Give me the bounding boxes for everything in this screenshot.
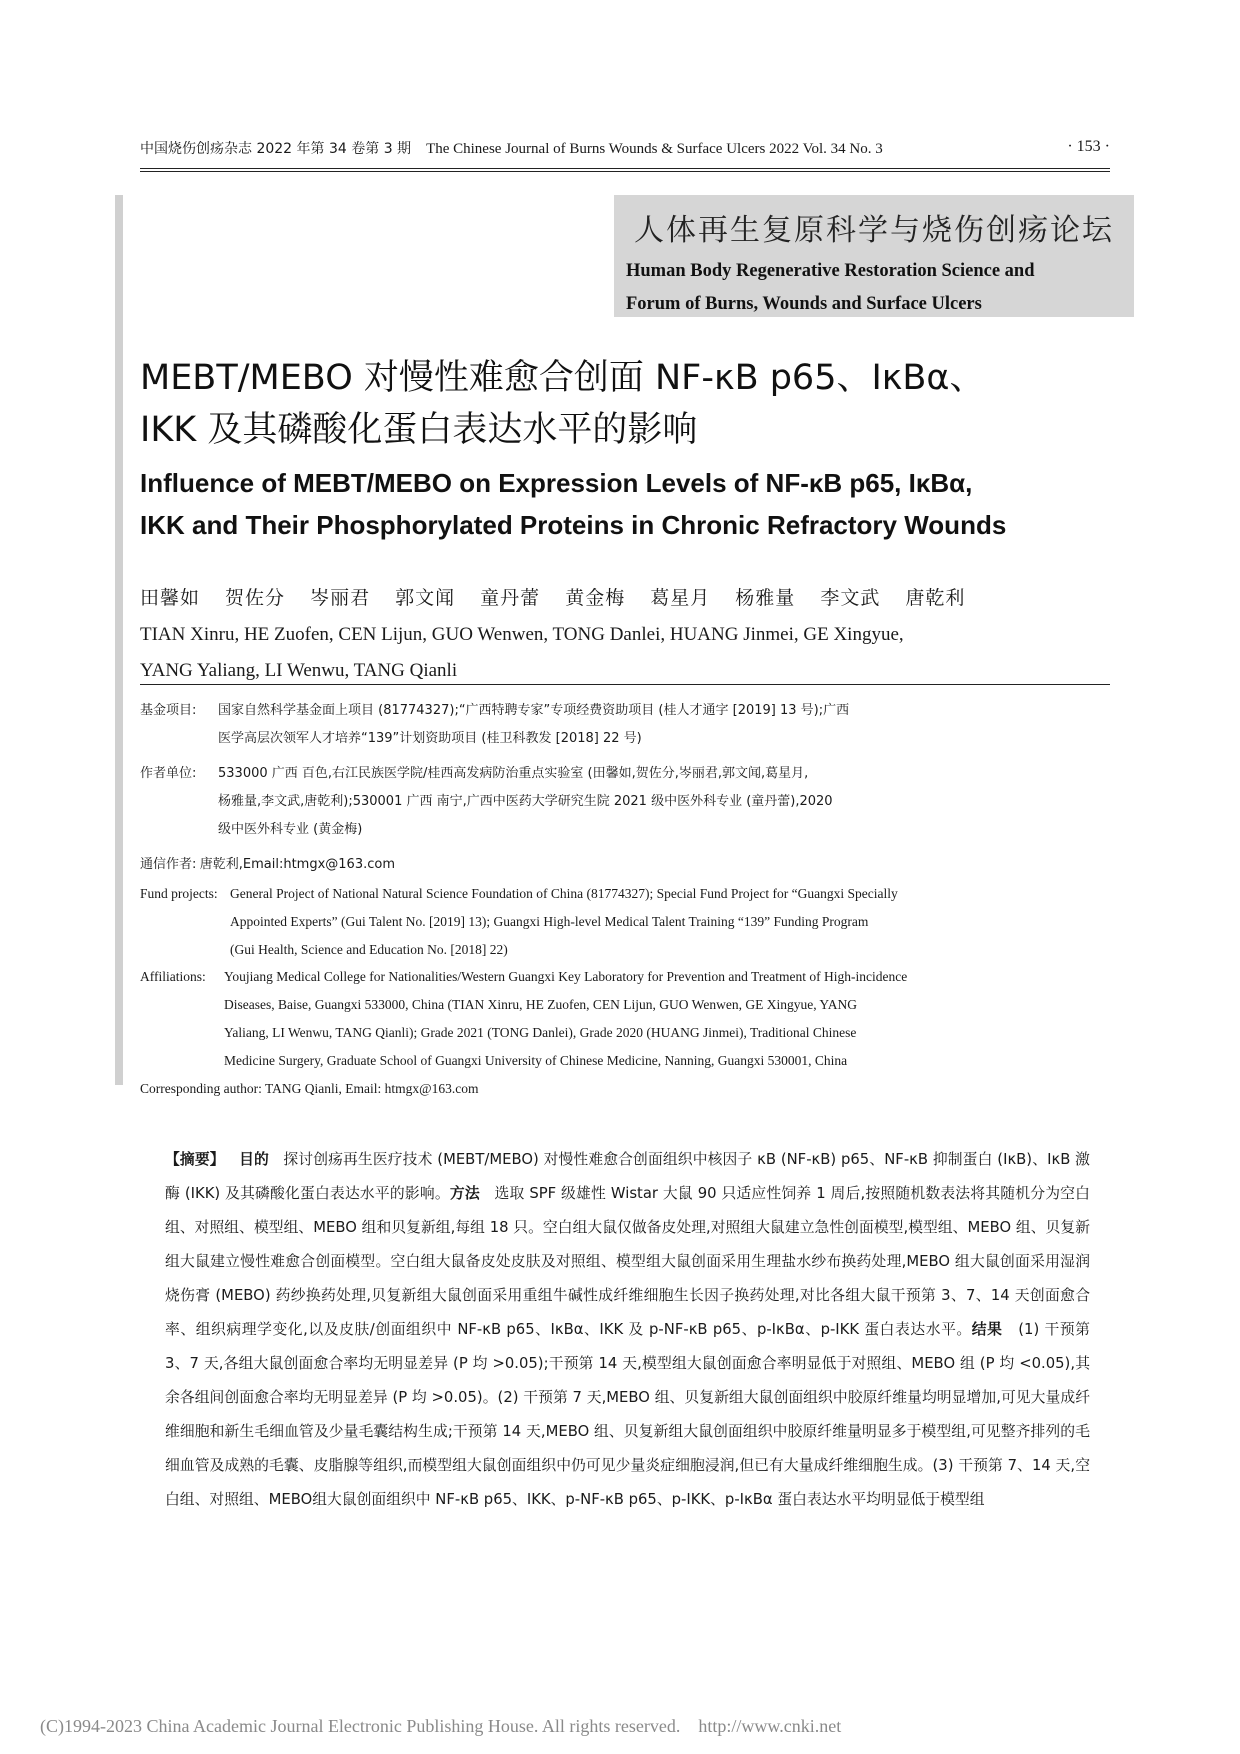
side-bar: [115, 195, 123, 1085]
abstract-label: 【摘要】: [165, 1151, 225, 1168]
forum-title-en-line2: Forum of Burns, Wounds and Surface Ulcers: [626, 294, 982, 314]
journal-name-en: The Chinese Journal of Burns Wounds & Surface Ulcers 2022 Vol. 34 No. 3: [426, 141, 883, 157]
authors-rule: [140, 684, 1110, 685]
methods-label: 方法: [449, 1185, 480, 1202]
affiliation-en-line4: Medicine Surgery, Graduate School of Guangxi University of Chinese Medicine, Nanning, Guangxi 530001, China: [224, 1053, 848, 1068]
article-title-zh-line1: MEBT/MEBO 对慢性难愈合创面 NF-κB p65、IκBα、: [140, 358, 985, 398]
copyright-footer: [40, 1716, 841, 1737]
affiliation-en-line1: Youjiang Medical College for Nationalities/Western Guangxi Key Laboratory for Prevention and Treatment of High-incidence: [224, 969, 908, 984]
article-title-zh: [140, 352, 1130, 456]
objective-label: 目的: [239, 1151, 269, 1168]
header-rule-secondary: [140, 171, 1110, 172]
fund-zh-line2: 医学高层次领军人才培养“139”计划资助项目 (桂卫科教发 [2018] 22 号): [218, 731, 642, 746]
forum-title-en-line1: Human Body Regenerative Restoration Science and: [626, 261, 1035, 281]
journal-citation: [140, 138, 883, 158]
objective-text: 探讨创疡再生医疗技术 (MEBT/MEBO) 对慢性难愈合创面组织中核因子 κB (NF-κB) p65、NF-κB 抑制蛋白 (IκB)、IκB 激酶 (IKK) 及其磷酸化蛋白表达水平的影响。: [165, 1151, 1090, 1202]
corresponding-zh-label: 通信作者:: [140, 857, 197, 872]
authors-zh: 田馨如 贺佐分 岑丽君 郭文闻 童丹蕾 黄金梅 葛星月 杨雅量 李文武 唐乾利: [140, 587, 966, 609]
corresponding-zh: [140, 850, 1090, 879]
article-title-en-line2: IKK and Their Phosphorylated Proteins in Chronic Refractory Wounds: [140, 510, 1007, 540]
journal-name-zh: 中国烧伤创疡杂志 2022 年第 34 卷第 3 期: [140, 141, 412, 157]
affiliation-zh: [140, 760, 1090, 844]
article-title-zh-line2: IKK 及其磷酸化蛋白表达水平的影响: [140, 410, 698, 450]
fund-en: [140, 880, 1090, 964]
corresponding-zh-text: 唐乾利,Email:htmgx@163.com: [199, 857, 396, 872]
fund-en-line2: Appointed Experts” (Gui Talent No. [2019] 13); Guangxi High-level Medical Talent Training “139” Funding Program: [230, 914, 869, 929]
results-label: 结果: [971, 1321, 1003, 1338]
cnki-link[interactable]: http://www.cnki.net: [698, 1716, 842, 1736]
affiliation-en-line2: Diseases, Baise, Guangxi 533000, China (TIAN Xinru, HE Zuofen, CEN Lijun, GUO Wenwen, GE Xingyue, YANG: [224, 997, 857, 1012]
forum-title-zh: 人体再生复原科学与烧伤创疡论坛: [634, 213, 1114, 248]
results-text: (1) 干预第 3、7 天,各组大鼠创面愈合率均无明显差异 (P 均 >0.05);干预第 14 天,模型组大鼠创面愈合率明显低于对照组、MEBO 组 (P 均 <0.05),其余各组间创面愈合率均无明显差异 (P 均 >0.05)。(2) 干预第 7 天,MEBO 组、贝复新组大鼠创面组织中胶原纤维量均明显增加,可见大量成纤维细胞和新生毛细血管及少量毛囊结构生成;干预第 14 天,MEBO 组、贝复新组大鼠创面组织中胶原纤维量明显多于模型组,可见整齐排列的毛细血管及成熟的毛囊、皮脂腺等组织,而模型组大鼠创面组织中仍可见少量炎症细胞浸润,但已有大量成纤维细胞生成。(3) 干预第 7、14 天,空白组、对照组、MEBO组大鼠创面组织中 NF-κB p65、IKK、p-NF-κB p65、p-IKK、p-IκBα 蛋白表达水平均明显低于模型组: [165, 1321, 1090, 1508]
abstract: [165, 1143, 1090, 1517]
authors-en: [140, 617, 1120, 689]
copyright-text: (C)1994-2023 China Academic Journal Electronic Publishing House. All rights reserved.: [40, 1716, 681, 1736]
forum-column-box: [614, 195, 1134, 317]
affiliation-zh-line2: 杨雅量,李文武,唐乾利);530001 广西 南宁,广西中医药大学研究生院 2021 级中医外科专业 (童丹蕾),2020: [218, 794, 833, 809]
affiliation-zh-label: 作者单位:: [140, 766, 197, 781]
authors-en-line2: YANG Yaliang, LI Wenwu, TANG Qianli: [140, 660, 458, 681]
fund-zh: [140, 697, 1090, 753]
fund-en-label: Fund projects:: [140, 886, 218, 901]
article-title-en: [140, 462, 1130, 546]
forum-title-en: [626, 255, 1035, 321]
methods-text: 选取 SPF 级雄性 Wistar 大鼠 90 只适应性饲养 1 周后,按照随机数表法将其随机分为空白组、对照组、模型组、MEBO 组和贝复新组,每组 18 只。空白组大鼠仅做备皮处理,对照组大鼠建立急性创面模型,模型组、MEBO 组、贝复新组大鼠建立慢性难愈合创面模型。空白组大鼠备皮处皮肤及对照组、模型组大鼠创面采用生理盐水纱布换药处理,MEBO 组大鼠创面采用湿润烧伤膏 (MEBO) 药纱换药处理,贝复新组大鼠创面采用重组牛碱性成纤维细胞生长因子换药处理,对比各组大鼠干预第 3、7、14 天创面愈合率、组织病理学变化,以及皮肤/创面组织中 NF-κB p65、IκBα、IKK 及 p-NF-κB p65、p-IκBα、p-IKK 蛋白表达水平。: [165, 1185, 1090, 1338]
fund-en-line1: General Project of National Natural Science Foundation of China (81774327); Special Fund Project for “Guangxi Specially: [230, 886, 898, 901]
corresponding-en-label: Corresponding author:: [140, 1081, 262, 1096]
corresponding-en-text: TANG Qianli, Email: htmgx@163.com: [265, 1081, 479, 1096]
authors-en-line1: TIAN Xinru, HE Zuofen, CEN Lijun, GUO Wenwen, TONG Danlei, HUANG Jinmei, GE Xingyue,: [140, 624, 904, 645]
article-title-en-line1: Influence of MEBT/MEBO on Expression Levels of NF-κB p65, IκBα,: [140, 468, 973, 498]
header-rule: [140, 168, 1110, 169]
fund-zh-line1: 国家自然科学基金面上项目 (81774327);“广西特聘专家”专项经费资助项目 (桂人才通字 [2019] 13 号);广西: [218, 703, 850, 718]
affiliation-en-label: Affiliations:: [140, 969, 206, 984]
fund-en-line3: (Gui Health, Science and Education No. [2018] 22): [230, 942, 508, 957]
page-number: · 153 ·: [1067, 138, 1110, 155]
affiliation-en: [140, 963, 1090, 1075]
affiliation-en-line3: Yaliang, LI Wenwu, TANG Qianli); Grade 2021 (TONG Danlei), Grade 2020 (HUANG Jinmei), Traditional Chinese: [224, 1025, 857, 1040]
fund-zh-label: 基金项目:: [140, 703, 197, 718]
corresponding-en: [140, 1075, 1090, 1103]
affiliation-zh-line1: 533000 广西 百色,右江民族医学院/桂西高发病防治重点实验室 (田馨如,贺佐分,岑丽君,郭文闻,葛星月,: [218, 766, 809, 781]
affiliation-zh-line3: 级中医外科专业 (黄金梅): [218, 822, 363, 837]
